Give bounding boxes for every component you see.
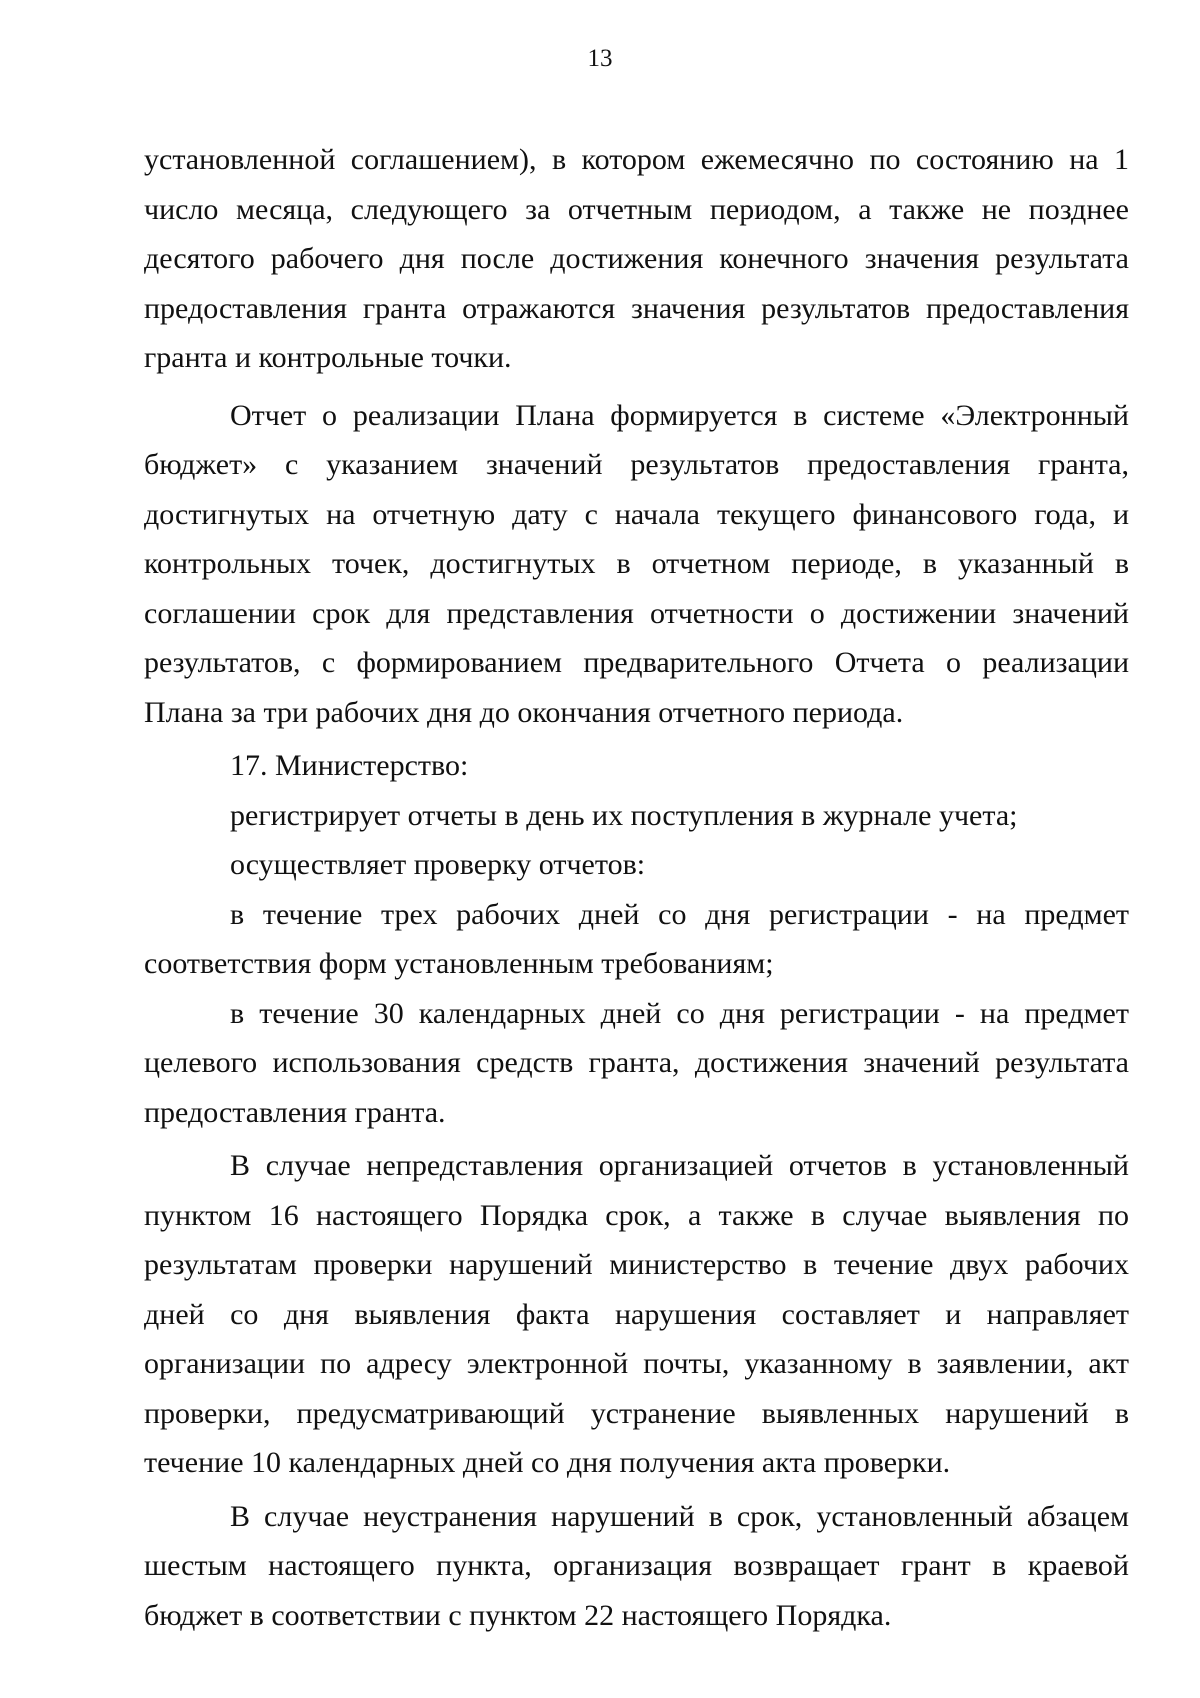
document-body xyxy=(144,135,1129,1640)
paragraph-registers-reports: регистрирует отчеты в день их поступления в журнале учета; xyxy=(230,798,1018,832)
page-number: 13 xyxy=(587,45,613,72)
paragraph-item-17: 17. Министерство: xyxy=(230,749,469,782)
paragraph-three-days-check: в течение трех рабочих дней со дня регистрации - на предмет соответствия форм установленным требованиям; xyxy=(144,897,1129,980)
paragraph-thirty-days-check: в течение 30 календарных дней со дня регистрации - на предмет целевого использования средств гранта, достижения значений результата предоставления гранта. xyxy=(144,996,1129,1129)
paragraph-continuation: установленной соглашением), в котором ежемесячно по состоянию на 1 число месяца, следующего за отчетным периодом, а также не позднее десятого рабочего дня после достижения конечного значения результата предоставления гранта отражаются значения результатов предоставления гранта и контрольные точки. xyxy=(144,143,1129,374)
paragraph-checks-reports: осуществляет проверку отчетов: xyxy=(230,848,646,881)
paragraph-plan-report: Отчет о реализации Плана формируется в системе «Электронный бюджет» с указанием значений результатов предоставления гранта, достигнутых на отчетную дату с начала текущего финансового года, и контрольных точек, достигнутых в отчетном периоде, в указанный в соглашении срок для представления отчетности о достижении значений результатов, с формированием предварительного Отчета о реализации Плана за три рабочих дня до окончания отчетного периода. xyxy=(144,398,1129,729)
paragraph-grant-return: В случае неустранения нарушений в срок, установленный абзацем шестым настоящего пункта, организация возвращает грант в краевой бюджет в соответствии с пунктом 22 настоящего Порядка. xyxy=(144,1499,1129,1632)
paragraph-violations: В случае непредставления организацией отчетов в установленный пунктом 16 настоящего Порядка срок, а также в случае выявления по результатам проверки нарушений министерство в течение двух рабочих дней со дня выявления факта нарушения составляет и направляет организации по адресу электронной почты, указанному в заявлении, акт проверки, предусматривающий устранение выявленных нарушений в течение 10 календарных дней со дня получения акта проверки. xyxy=(144,1149,1129,1479)
